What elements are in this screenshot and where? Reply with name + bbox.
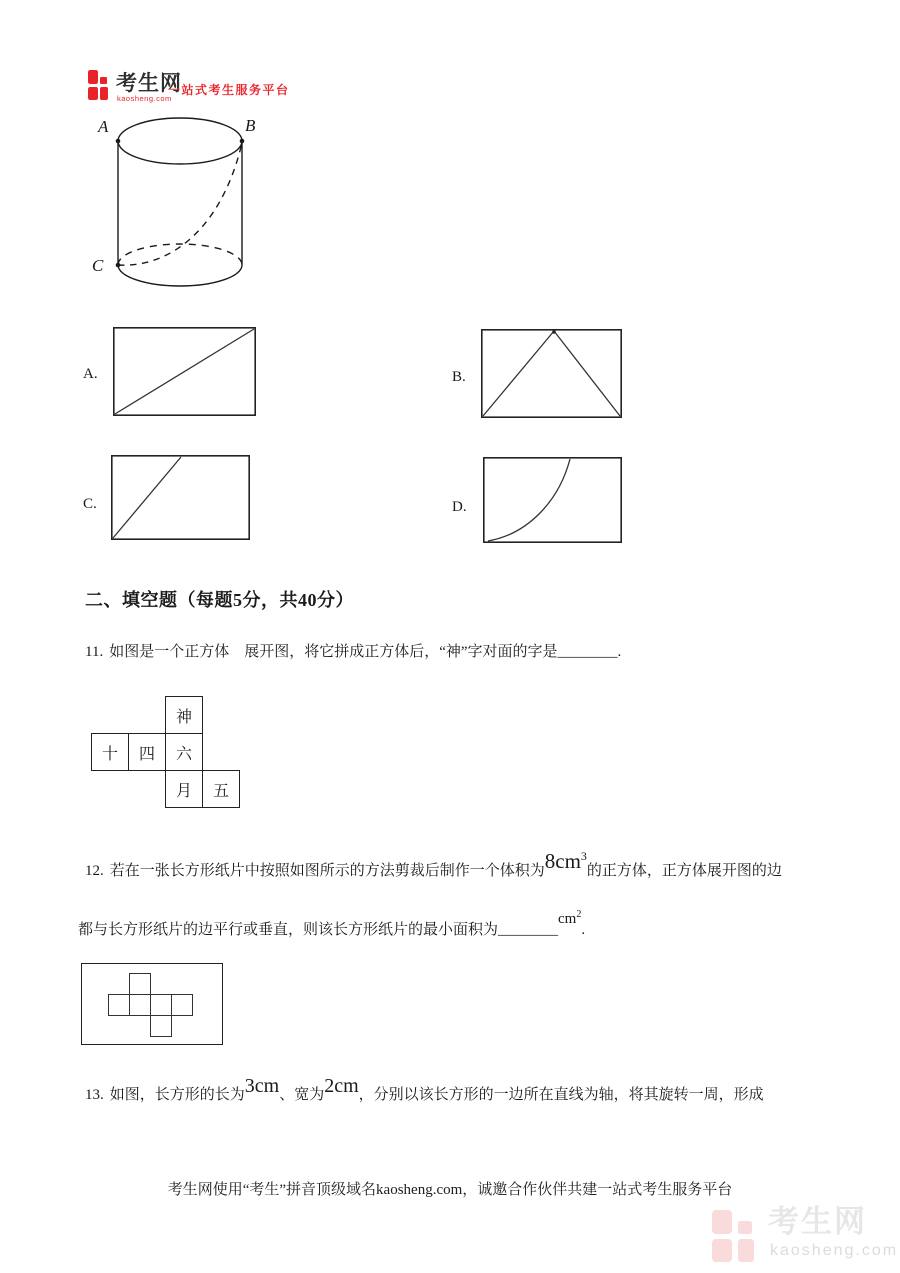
watermark-block xyxy=(738,1221,752,1233)
logo-block xyxy=(100,87,108,100)
question-12-area-unit: $cm^2$ xyxy=(558,909,582,927)
question-13-text-c: ，分别以该长方形的一边所在直线为轴，将其旋转一周，形成 xyxy=(358,1087,764,1103)
question-13 xyxy=(85,1075,764,1105)
q12-net-square-top xyxy=(129,973,151,995)
question-12-number: 12. xyxy=(85,863,104,879)
q12-net-square xyxy=(108,994,130,1016)
option-d-figure xyxy=(483,457,622,543)
option-d-label: D. xyxy=(452,499,467,515)
option-a-figure xyxy=(113,327,256,416)
watermark-domain-text: kaosheng.com xyxy=(770,1242,899,1259)
section-heading: 二、填空题（每题5分，共40分） xyxy=(85,590,354,610)
vertex-dot-a xyxy=(116,139,121,144)
question-12-text-a: 若在一张长方形纸片中按照如图所示的方法剪裁后制作一个体积为 xyxy=(109,863,545,879)
logo-tagline: 一站式考生服务平台 xyxy=(168,83,290,97)
question-12-line1 xyxy=(85,849,782,881)
q12-net-square xyxy=(150,994,172,1016)
kaosheng-logo-icon xyxy=(88,70,110,100)
question-11-number: 11. xyxy=(85,644,104,660)
watermark-brand-text: 考生网 xyxy=(768,1204,867,1239)
cylinder-figure xyxy=(90,110,275,300)
cylinder-top-ellipse xyxy=(118,118,242,164)
net-cell-middle-left: 十 xyxy=(91,733,129,771)
watermark-block xyxy=(712,1210,732,1234)
vertex-dot-c xyxy=(116,263,121,268)
volume-exponent: 3 xyxy=(580,849,587,863)
question-13-length-value: 3cm xyxy=(244,1075,280,1097)
q12-net-figure xyxy=(81,963,223,1045)
question-13-number: 13. xyxy=(85,1087,104,1103)
logo-brand-text: 考生网 xyxy=(116,72,182,95)
question-13-width-value: 2cm xyxy=(324,1075,359,1097)
q11-cube-net-figure xyxy=(91,696,241,810)
logo-block xyxy=(100,77,107,84)
net-cell-middle-center: 四 xyxy=(128,733,166,771)
area-exponent: 2 xyxy=(576,909,582,920)
watermark-block xyxy=(738,1239,755,1262)
footer-text: 考生网使用“考生”拼音顶级域名kaosheng.com，诚邀合作伙伴共建一站式考生服务平台 xyxy=(167,1182,733,1198)
logo-block xyxy=(88,87,98,100)
option-c-figure xyxy=(111,455,250,540)
option-c-label: C. xyxy=(83,496,97,512)
logo-block xyxy=(88,70,98,84)
question-12-text-end: . xyxy=(581,922,586,938)
question-12-volume: $8cm^3$ xyxy=(544,849,587,873)
option-b-label: B. xyxy=(452,369,466,385)
question-13-text-b: 、宽为 xyxy=(279,1087,325,1103)
net-cell-bottom-right: 五 xyxy=(202,770,240,808)
header-logo xyxy=(88,70,488,104)
vertex-dot-b xyxy=(240,139,245,144)
question-13-text-a: 如图，长方形的长为 xyxy=(109,1087,245,1103)
option-b-figure xyxy=(481,329,622,418)
question-12-line2 xyxy=(78,909,586,939)
net-cell-bottom-center: 月 xyxy=(165,770,203,808)
cylinder-helix-path xyxy=(118,143,242,265)
watermark-kaosheng-icon xyxy=(712,1210,758,1262)
net-cell-middle-right: 六 xyxy=(165,733,203,771)
option-a-label: A. xyxy=(83,366,98,382)
question-12-text-b: 的正方体，正方体展开图的边 xyxy=(586,863,782,879)
cylinder-label-c: C xyxy=(92,256,104,275)
logo-domain-text: kaosheng.com xyxy=(117,94,172,103)
question-11-text: 如图是一个正方体 展开图，将它拼成正方体后，“神”字对面的字是________. xyxy=(109,644,622,660)
question-11 xyxy=(85,640,621,661)
question-12-text-c: 都与长方形纸片的边平行或垂直，则该长方形纸片的最小面积为________ xyxy=(78,922,559,938)
cylinder-label-a: A xyxy=(98,117,109,136)
net-cell-top: 神 xyxy=(165,696,203,734)
watermark-logo xyxy=(712,1206,897,1266)
cylinder-bottom-front-arc xyxy=(118,265,242,286)
watermark-block xyxy=(712,1239,732,1262)
q12-net-square-bottom xyxy=(150,1015,172,1037)
q12-net-square xyxy=(171,994,193,1016)
q12-net-square xyxy=(129,994,151,1016)
cylinder-label-b: B xyxy=(245,116,256,135)
